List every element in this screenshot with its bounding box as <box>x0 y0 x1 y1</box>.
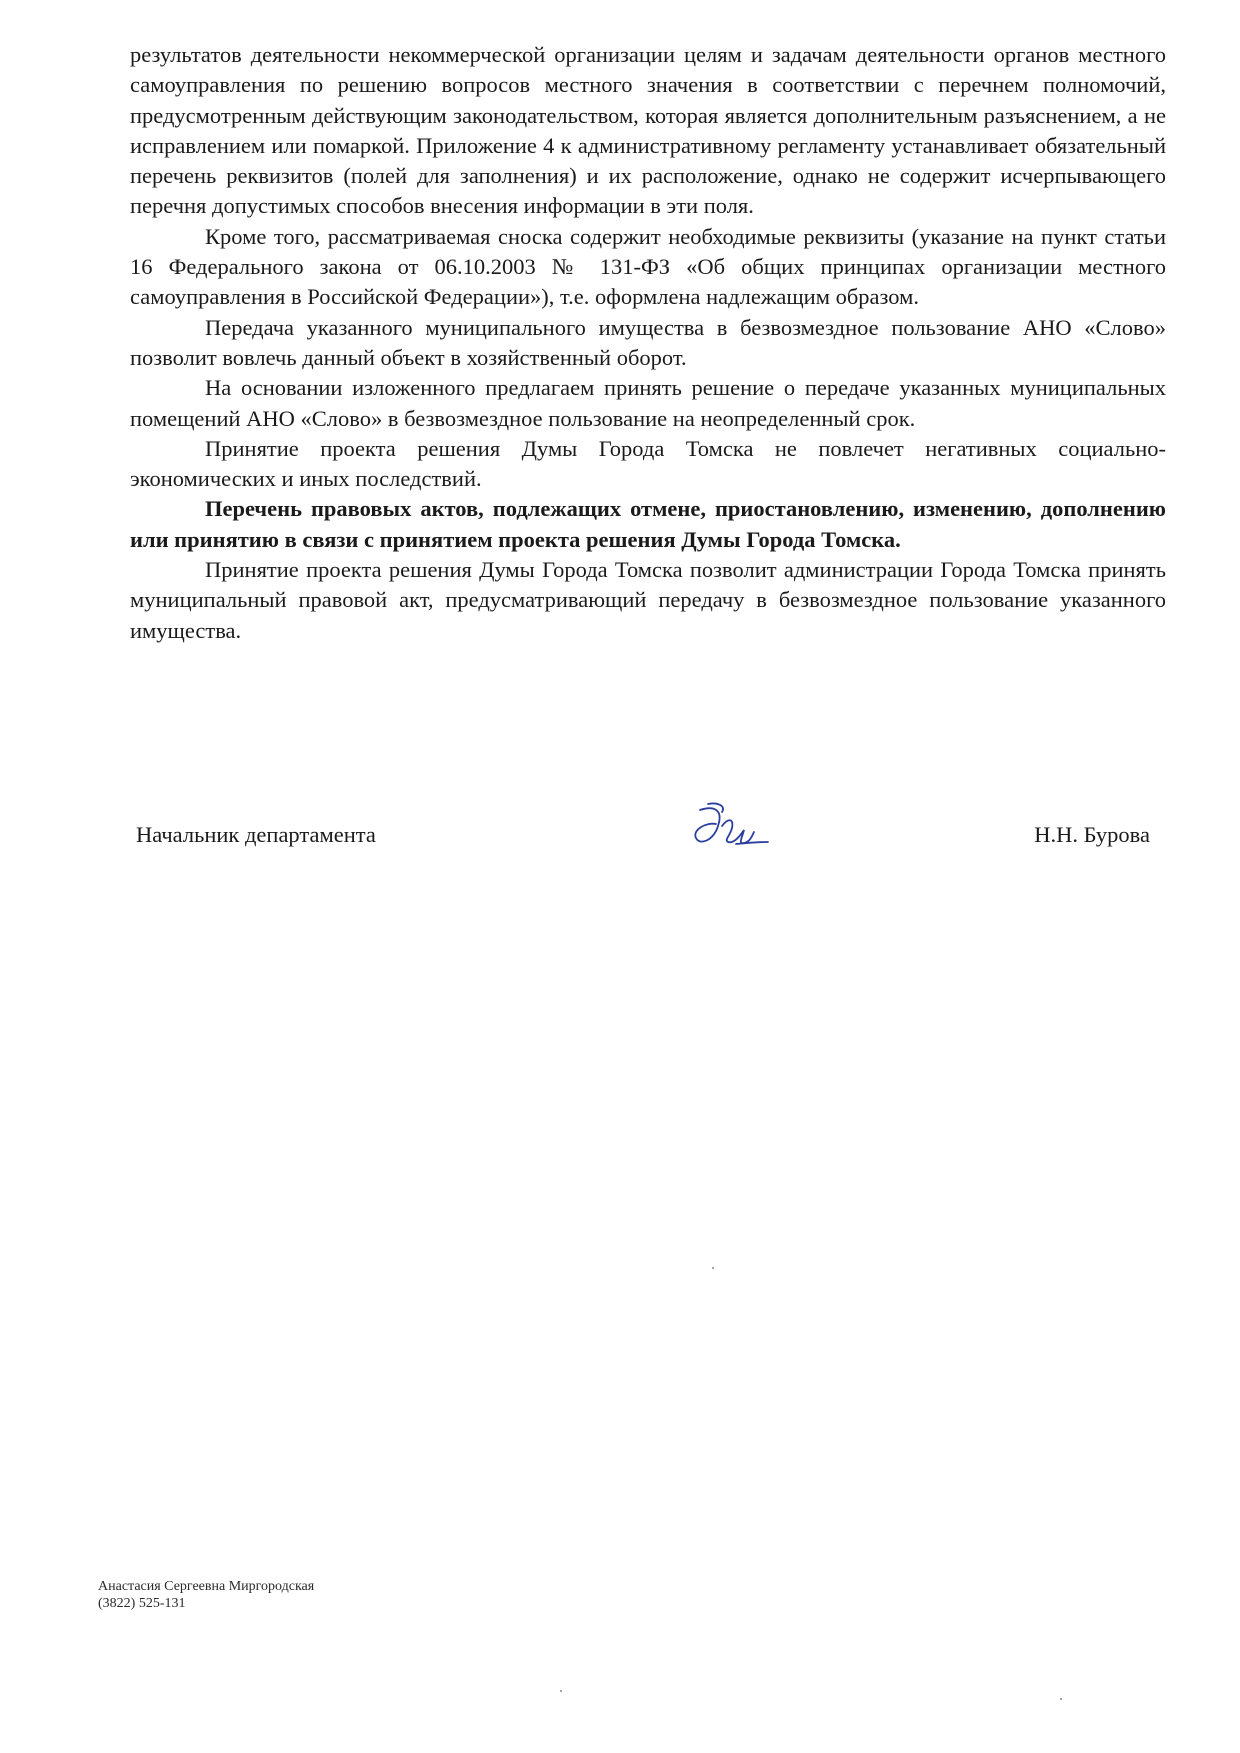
signature-block <box>130 812 1150 872</box>
handwritten-signature-icon <box>678 796 778 866</box>
executor-phone: (3822) 525-131 <box>98 1596 186 1611</box>
paragraph-consequences: Принятие проекта решения Думы Города Томска не повлечет негативных социально-экономических и иных последствий. <box>130 435 1166 492</box>
executor-name: Анастасия Сергеевна Миргородская <box>98 1579 315 1594</box>
section-heading-legal-acts: Перечень правовых актов, подлежащих отмене, приостановлению, изменению, дополнению или принятию в связи с принятием проекта решения Думы Города Томска. <box>130 496 1166 552</box>
paragraph-continuation: результатов деятельности некоммерческой организации целям и задачам деятельности органов местного самоуправления по решению вопросов местного значения в соответствии с перечнем полномочий, предусмотренным действующим законодательством, которая является дополнительным разъяснением, а не исправлением или помаркой. Приложение 4 к административному регламенту устанавливает обязательный перечень реквизитов (полей для заполнения) и их расположение, однако не содержит исчерпывающего перечня допустимых способов внесения информации в эти поля. <box>130 42 1166 219</box>
paragraph-proposal: На основании изложенного предлагаем принять решение о передаче указанных муниципальных помещений АНО «Слово» в безвозмездное пользование на неопределенный срок. <box>130 375 1166 431</box>
scan-speck <box>560 1690 562 1692</box>
paragraph-property-transfer: Передача указанного муниципального имущества в безвозмездное пользование АНО «Слово» позволит вовлечь данный объект в хозяйственный оборот. <box>130 314 1166 370</box>
paragraph-footnote-requisites: Кроме того, рассматриваемая сноска содержит необходимые реквизиты (указание на пункт статьи 16 Федерального закона от 06.10.2003 № 131-ФЗ «Об общих принципах организации местного самоуправления в Российской Федерации»), т.е. оформлена надлежащим образом. <box>130 223 1166 310</box>
signatory-name: Н.Н. Бурова <box>1034 822 1150 847</box>
signatory-position: Начальник департамента <box>136 822 376 847</box>
executor-block <box>98 1578 314 1612</box>
paragraph-legal-act-adoption: Принятие проекта решения Думы Города Томска позволит администрации Города Томска принять муниципальный правовой акт, предусматривающий передачу в безвозмездное пользование указанного имущества. <box>130 557 1166 643</box>
scan-speck <box>1060 1698 1062 1700</box>
document-body <box>130 40 1166 646</box>
scan-speck <box>712 1267 714 1269</box>
